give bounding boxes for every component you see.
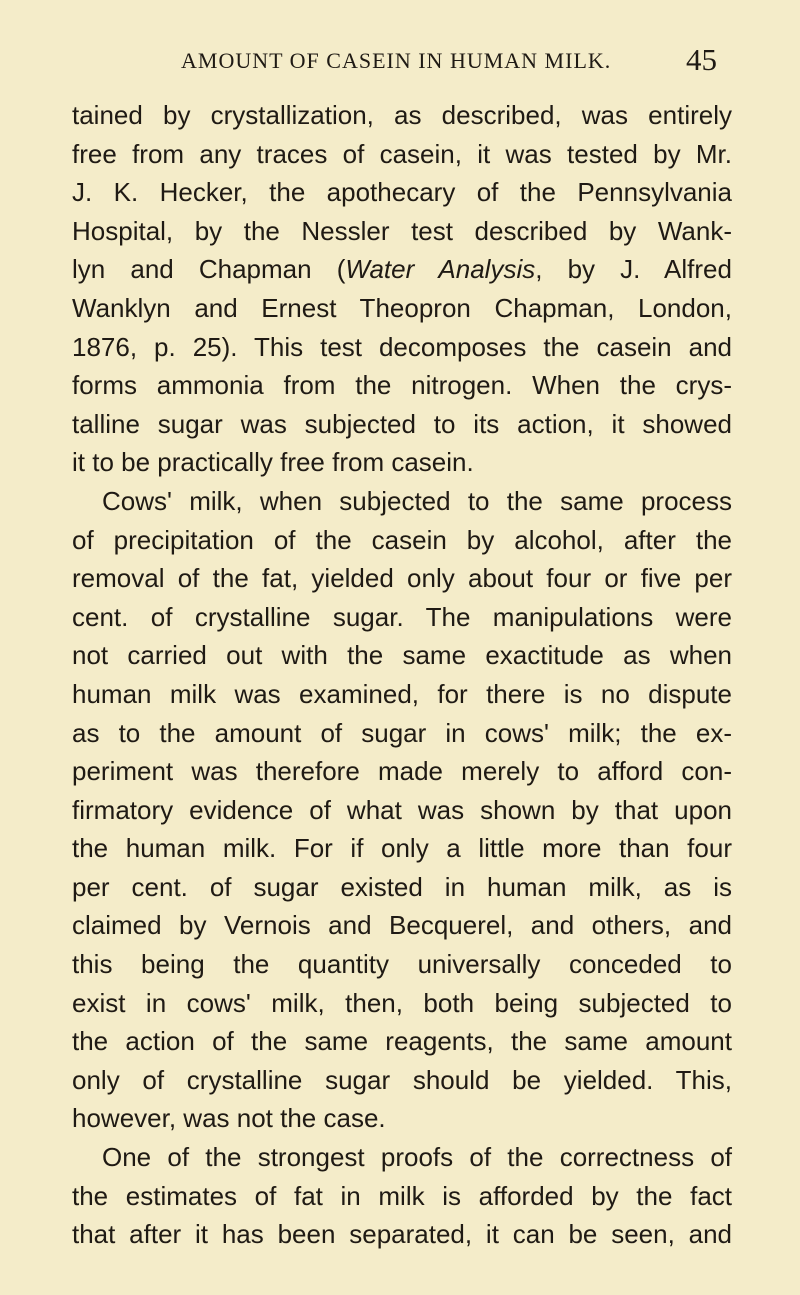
text-line: 1876, p. 25). This test decomposes the casein and (72, 331, 732, 362)
text-line: per cent. of sugar existed in human milk, as is (72, 871, 732, 902)
text-line: removal of the fat, yielded only about four or five per (72, 563, 732, 594)
text-line: claimed by Vernois and Becquerel, and others, and (72, 910, 732, 941)
text-line: periment was therefore made merely to afford con- (72, 756, 732, 787)
text-line: it to be practically free from casein. (72, 447, 474, 478)
text-line: forms ammonia from the nitrogen. When the crys- (72, 370, 732, 401)
text-segment: lyn and Chapman ( (72, 254, 346, 285)
text-line: of precipitation of the casein by alcohol, after the (72, 524, 732, 555)
text-line: not carried out with the same exactitude as when (72, 640, 732, 671)
running-head-title: AMOUNT OF CASEIN IN HUMAN MILK. (181, 48, 612, 73)
running-head (0, 42, 800, 82)
body-text (72, 96, 732, 1254)
text-line: only of crystalline sugar should be yielded. This, (72, 1064, 732, 1095)
text-line: the estimates of fat in milk is afforded by the fact (72, 1180, 732, 1211)
text-line: that after it has been separated, it can be seen, and (72, 1219, 732, 1250)
text-line: the human milk. For if only a little more than four (72, 833, 732, 864)
text-line: this being the quantity universally conceded to (72, 949, 732, 980)
text-line: One of the strongest proofs of the correctness of (102, 1142, 732, 1173)
text-line: however, was not the case. (72, 1103, 386, 1134)
text-line: Wanklyn and Ernest Theopron Chapman, London, (72, 292, 732, 323)
text-segment: , by J. Alfred (535, 254, 732, 285)
cited-title: Water Analysis (345, 254, 536, 285)
page-number: 45 (686, 42, 717, 77)
text-line: firmatory evidence of what was shown by that upon (72, 794, 732, 825)
text-line: free from any traces of casein, it was tested by Mr. (72, 138, 732, 169)
text-line: as to the amount of sugar in cows' milk; the ex- (72, 717, 732, 748)
text-line: Hospital, by the Nessler test described by Wank- (72, 215, 732, 246)
text-line: J. K. Hecker, the apothecary of the Pennsylvania (72, 177, 732, 208)
text-line: cent. of crystalline sugar. The manipulations were (72, 601, 732, 632)
text-line: exist in cows' milk, then, both being subjected to (72, 987, 732, 1018)
text-line: tained by crystallization, as described, was entirely (72, 100, 732, 130)
text-line: the action of the same reagents, the same amount (72, 1026, 732, 1057)
text-line: Cows' milk, when subjected to the same process (102, 485, 732, 516)
text-line: human milk was examined, for there is no dispute (72, 678, 732, 709)
text-line: talline sugar was subjected to its action, it showed (72, 408, 732, 439)
text-line (72, 250, 732, 289)
